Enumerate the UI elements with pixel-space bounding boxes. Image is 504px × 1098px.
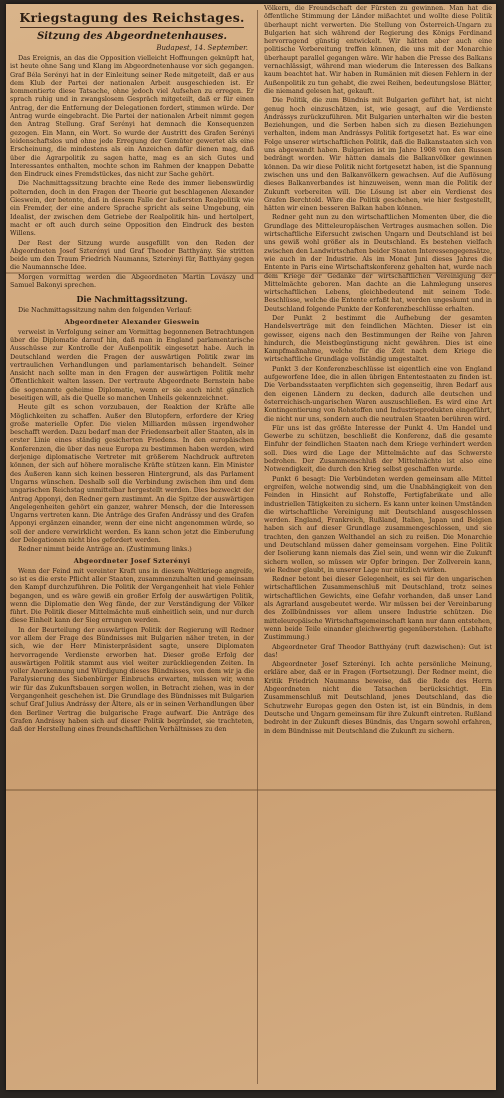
paragraph: Der Punkt 2 bestimmt die Aufhebung der gesamten Handelsverträge mit den feindlichen Mächten. Dieser ist ein gewisser, eigens nach den Bestimmungen der Reihe von Jahren hindurch, die Meistbegünstigung nicht gewähren. Dies ist eine Kampfmaßnahme, welche für die Zeit nach dem Kriege die wirtschaftliche Grundlage vollständig umgestaltet. [264,313,492,364]
paragraph: Redner geht nun zu den wirtschaftlichen Momenten über, die die Grundlage des Mitteleuropäischen Vertrages ausmachen sollen. Die wirtschaftliche Eifersucht zwischen Ungarn und Deutschland ist bei uns gewiß wohl größer als in Deutschland. Es bestehen vielfach zwischen den Landwirtschaften beider Staaten Interessengegensätze, wie auch in der Industrie. Als im Monat Juni dieses Jahres die Entente in Paris eine Wirtschaftskonferenz gehalten hat, wurde nach dem Kriege der Gedanke der wirtschaftlichen Vereinigung der Mittelmächte geboren. Man dachte an die Lahmlegung unseres wirtschaftlichen Lebens, gleichbedeutend mit seinem Tode. Beschlüsse, welche die Entente erfaßt hat, werden ungesäumt und in Deutschland folgende Punkte der Konferenzbeschlüsse erhalten. [264,213,492,313]
article-title: Kriegstagung des Reichstages. [19,10,245,25]
paragraph: Abgeordneter Josef Szterényi. Ich achte persönliche Meinung, erkläre aber, daß er in Fragen (Fortsetzung). Der Redner meint, die Kritik Friedrich Naumanns beweise, daß die Rede des Herrn Abgeordneten nicht die Tatsachen berücksichtigt. Ein Zusammenschluß mit Deutschland, jenes Deutschland, das die Schutzwehr Europas gegen den Osten ist, ist ein Bündnis, in dem Deutsche und Ungarn gemeinsam für ihre Zukunft eintreten. Rußland bedroht in der Zukunft dieses Bündnis, das Ungarn sowohl erfahren, in dem Bündnisse mit Deutschland die Zukunft zu sichern. [264,660,492,735]
title-rule [20,27,244,28]
paragraph: In der Beurteilung der auswärtigen Politik der Regierung will Redner vor allem der Frage des Bündnisses mit Bulgarien näher treten, in der sich, wie der Herr Ministerpräsident sagte, unsere Diplomaten hervorragende Verdienste erworben hat. Dieser große Erfolg der auswärtigen Politik stammt aus viel weiter zurückliegenden Zeiten. In voller Anerkennung und Würdigung dieses Bündnisses, von dem wir ja die Paralysierung des Siebenbürger Einbruchs erwarten, müssen wir, wenn wir für das Zukunftsbauen sorgen wollen, in Betracht ziehen, was in der Vergangenheit geschehen ist. Die Grundlage des Bündnisses mit Bulgarien schuf Graf Julius Andrássy der Ältere, als er in seinen Verhandlungen über den Berliner Vertrag die bulgarische Frage aufwarf. Die Anträge des Grafen Andrássy haben sich auf dieser Politik begründet, sie trachteten, daß der Herstellung eines freundschaftlichen Verhältnisses zu den [10,625,254,734]
paragraph: Punkt 6 besagt: Die Verbündeten werden gemeinsam alle Mittel ergreifen, welche notwendig sind, um die Unabhängigkeit von den Feinden in Hinsicht auf Rohstoffe, Fertigfabrikate und alle industriellen Tätigkeiten zu sichern. Es kann unter keinen Umständen die wirtschaftliche Vereinigung mit Deutschland ausgeschlossen werden. England, Frankreich, Rußland, Italien, Japan und Belgien haben sich auf dieser Grundlage zusammengeschlossen, und sie trachten, den ganzen Welthandel an sich zu reißen. Die Monarchie und Deutschland müssen daher gemeinsam vorgehen. Eine Politik der Isolierung kann niemals das Ziel sein, und wenn wir die Zukunft sichern wollen, so müssen wir Opfer bringen. Der Zollverein kann, wie Redner glaubt, in unserer Lage nur nützlich wirken. [264,474,492,574]
paragraph: Wenn der Feind mit vereinter Kraft uns in diesem Weltkriege angreife, so ist es die erste Pflicht aller Staaten, zusammenzuhalten und gemeinsam den Kampf durchzuführen. Die Politik der Vergangenheit hat viele Fehler begangen, und es wäre gewiß ein großer Erfolg der auswärtigen Politik, wenn die Diplomatie den Weg fände, der zur Verständigung der Völker führt. Die Politik dieser Mittelmächte muß einheitlich sein, und nur durch diese Einheit kann der Sieg errungen werden. [10,566,254,625]
section-title-sitzung: Sitzung des Abgeordnetenhauses. [37,31,227,42]
paragraph: Völkern, die Freundschaft der Fürsten zu gewinnen. Man hat die öffentliche Stimmung der Länder mißachtet und wollte diese Politik überhaupt nicht verwerten. Die Stellung von Österreich-Ungarn zu Bulgarien hat sich während der Regierung des Königs Ferdinand hervorragend günstig entwickelt. Wir hätten aber auch eine politische Vorbereitung treffen können, die uns mit der Monarchie überhaupt parallel gegangen wäre. Wir haben die Presse des Balkans vernachlässigt, während man wiederum die Interessen des Balkans kaum beachtet hat. Wir haben in Rumänien mit diesen Fehlern in der Außenpolitik zu tun gehabt, die zwei Reihen, bedeutungslose Blätter, die niemand gelesen hat, gekauft. [264,4,492,95]
paragraph: Die Nachmittagssitzung brachte eine Rede des immer liebenswürdig polternden, doch in den Fragen der Theorie gut beschlagenen Alexander Gieswein, der betonte, daß in diesem Falle der äußersten Realpolitik wie ein Fremder, der eine andere Sprache spricht als seine Umgebung, ein Idealist, der zwischen dem Getriebe der Realpolitik hin- und hertolpert, macht er oft auch durch seine Opposition den Eindruck des besten Willens. [10,179,254,238]
paragraph: Abgeordneter Graf Theodor Batthyány (ruft dazwischen): Gut ist das! [264,642,492,659]
paragraph: Punkt 3 der Konferenzbeschlüsse ist eigentlich eine von England aufgeworfene Idee, die in allen übrigen Ententestaaten zu finden ist. Die Verbandsstaaten verpflichten sich gegenseitig, ihren Bedarf aus den eigenen Ländern zu decken, dadurch alle deutschen und österreichisch-ungarischen Waren auszuschließen. Es wird eine Art Kontingentierung von Rohstoffen und Industrieprodukten eingeführt, die nicht nur uns, sondern auch die neutralen Staaten berühren wird. [264,364,492,423]
paragraph: Redner betont bei dieser Gelegenheit, es sei für den ungarischen wirtschaftlichen Zusammenschluß mit Deutschland, trotz seines wirtschaftlichen Gewichts, eine Gefahr vorhanden, daß unser Land als Agrarland ausgebeutet werde. Wir müssen bei der Vereinbarung des Zollbündnisses vor allem unsere Industrie schützen. Die mitteleuropäische Wirtschaftsgemeinschaft kann nur dann entstehen, wenn beide Teile einander gleichwertig gegenüberstehen. (Lebhafte Zustimmung.) [264,575,492,642]
right-column [264,4,492,1084]
paragraph: Die Politik, die zum Bündnis mit Bulgarien geführt hat, ist nicht genug hoch einzuschätzen, ist, wie gesagt, auf die Verdienste Andrássys zurückzuführen. Mit Bulgarien unterhalten wir die besten Beziehungen, und die Serben haben sich zu diesen Beziehungen verhalten, indem man Andrássys Politik fortgesetzt hat. Es war eine Folge unserer wirtschaftlichen Politik, daß die Balkanstaaten sich von uns abgewandt haben. Bulgarien ist im Jahre 1908 von den Russen bedrängt worden. Wir hätten damals die Balkanvölker gewinnen können. Da wir diese Politik nicht fortgesetzt haben, ist die Spannung zwischen uns und den Balkanvölkern gewachsen. Auf die Auflösung dieses Balkanverbandes ist hinzuweisen, wenn man die Politik der Zukunft vorbereiten will. Die Lösung ist aber ein Verdienst des Grafen Berchtold. Wäre die Politik geschehen, wie hier festgestellt, hätten wir einen besseren Balkan haben können. [264,96,492,213]
paragraph: verweist in Verfolgung seiner am Vormittag begonnenen Betrachtungen über die Diplomatie darauf hin, daß man in England parlamentarische Ausschüsse zur Kontrolle der Außenpolitik eingesetzt habe. Auch in Deutschland werden die Fragen der auswärtigen Politik zwar im vertraulichen Verhandlungen und parlamentarisch behandelt. Seiner Ansicht nach sollte man in den Fragen der auswärtigen Politik mehr Öffentlichkeit walten lassen. Der vertraute Abgeordnete Bernstein habe die sogenannte geheime Diplomatie, wenn er sie auch nicht gänzlich beseitigen will, als die Quelle so manchen Unheils gekennzeichnet. [10,327,254,402]
newspaper-clipping [6,4,496,1090]
paragraph: Redner nimmt beide Anträge an. (Zustimmung links.) [18,545,192,554]
speaker-heading: Abgeordneter Josef Szterényi [73,556,191,565]
paragraph: Morgen vormittag werden die Abgeordneten Martin Lovászy und Samuel Bakonyi sprechen. [10,272,254,290]
dateline: Budapest, 14. September. [156,44,248,52]
paragraph: Das Ereignis, an das die Opposition vielleicht Hoffnungen geknüpft hat, ist heute ohne Sang und Klang im Abgeordnetenhause vor sich gegangen. Graf Béla Serényi hat in der Einleitung seiner Rede mitgeteilt, daß er aus dem Klub der Partei der nationalen Arbeit ausgeschieden ist. Er kommentierte diese Tatsache, ohne jedoch viel Aufsehen zu erregen. Er sprach ruhig und in zwangslosem Gespräch mitgeteilt, daß er für einen Antrag, der die Entfernung der Delegationen fordert, stimmen würde. Der Antrag wurde eingebracht. Die Partei der nationalen Arbeit nimmt gegen den Antrag Stellung. Graf Serényi hat demnach die Konsequenzen gezogen. Ein Mann, ein Wort. So wurde der Austritt des Grafen Serényi leidenschaftslos und ohne jede Erregung der Gemüter gewertet als eine Erscheinung, die mindestens als ein Anzeichen dafür dienen mag, daß über die Agrarpolitik zu sagen hatte, mag es an sich Gutes und Interessantes enthalten, mochte schon im Rahmen der knappen Debatte den Eindruck eines Fremdstückes, das nicht zur Sache gehört. [10,54,254,179]
paragraph: Der Rest der Sitzung wurde ausgefüllt von den Reden der Abgeordneten Josef Szterényi und Graf Theodor Batthyány. Sie stritten beide um den Traum Friedrich Naumanns, Szterényi für, Batthyány gegen die Naumannsche Idee. [10,238,254,272]
paragraph: Die Nachmittagssitzung nahm den folgenden Verlauf: [18,306,192,315]
column-divider [257,10,258,1084]
speaker-heading: Abgeordneter Alexander Gieswein [64,317,200,326]
section-title-nachmittag: Die Nachmittagssitzung. [76,294,188,305]
paragraph: Heute gilt es schon vorzubauen, der Reaktion der Kräfte alle Möglichkeiten zu schaffen. Außer den Blutopfern, erfordere der Krieg große materielle Opfer. Die vielen Milliarden müssen irgendwoher beschafft werden. Dazu bedarf man der Friedensarbeit aller Staaten, als in erster Linie eines ständig gesicherten Friedens. In den europäischen Konferenzen, die über das neue Europa zu bestimmen haben werden, wird derjenige diplomatische Vertreter mit größerem Nachdruck auftreten können, der sich auf höhere moralische Kräfte stützen kann. Ein Minister des Äußeren kann sich keinen besseren Hintergrund, als das Parlament Ungarns wünschen. Deshalb soll die Verbindung zwischen ihm und dem ungarischen Reichstag unmittelbar hergestellt werden. Dies bezweckt der Antrag Apponyi, den Redner gern zustimmt. An die Spitze der auswärtigen Angelegenheiten gehört ein ganzer, wahrer Mensch, der die Interessen Ungarns vertreten kann. Die Anträge des Grafen Andrássy und des Grafen Apponyi ergänzen einander, wenn der eine nicht angenommen würde, so soll der andere verwirklicht werden. Es kann schon jetzt die Einberufung der Delegationen nicht blos gefordert werden. [10,403,254,545]
paragraph: Für uns ist das größte Interesse der Punkt 4. Um Handel und Gewerbe zu schützen, beschließt die Konferenz, daß die gesamte Einfuhr der feindlichen Staaten nach dem Kriege verhindert werden soll. Dies wird die Lage der Mittelmächte auf das Schwerste bedrohen. Der Zusammenschluß der Mittelmächte ist also eine Notwendigkeit, die durch den Krieg selbst geschaffen wurde. [264,423,492,474]
left-column [10,4,254,1084]
